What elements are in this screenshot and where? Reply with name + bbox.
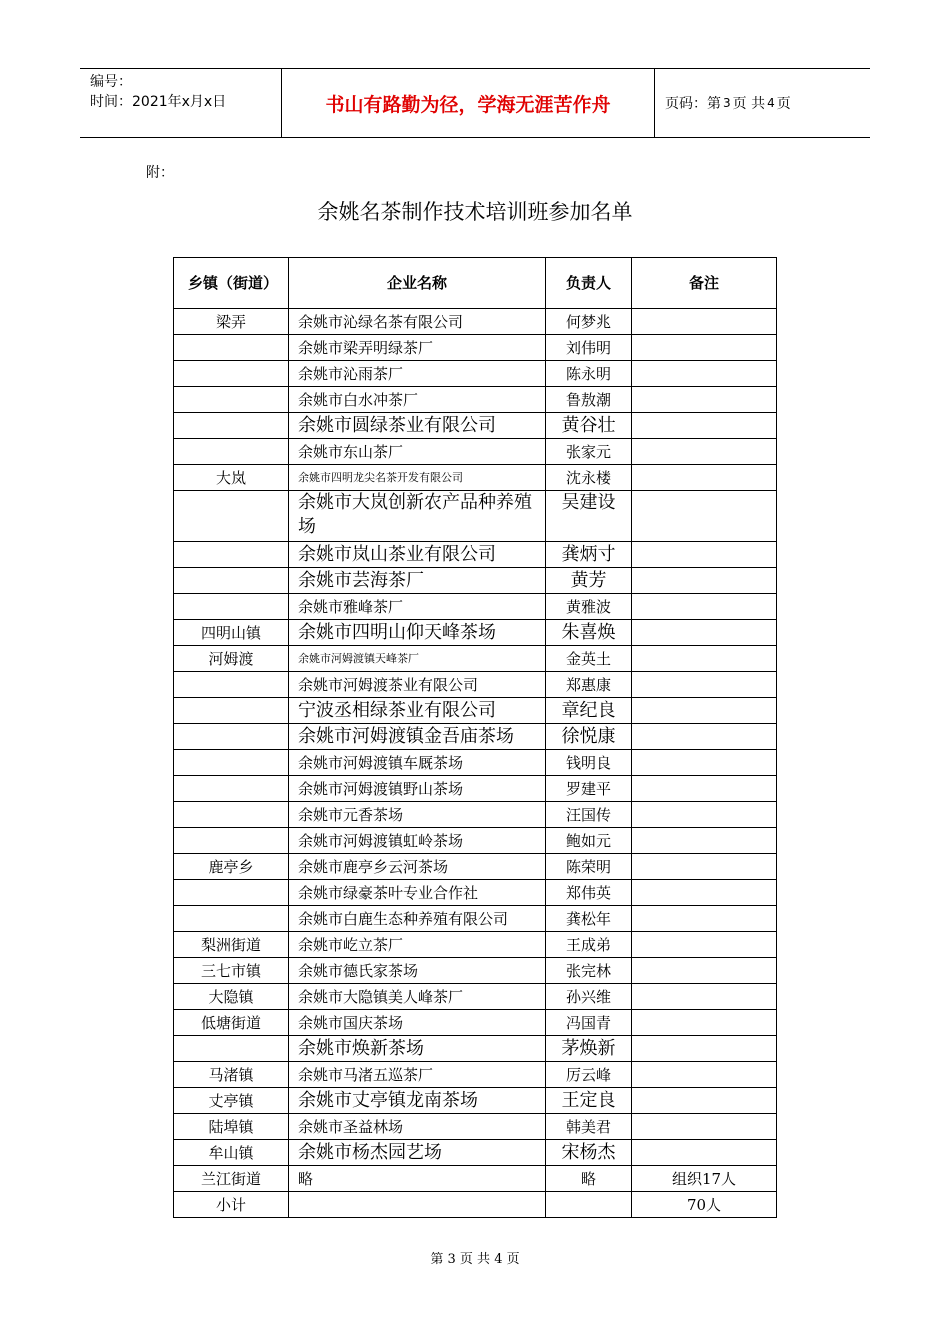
cell-town (174, 828, 289, 854)
table-row (174, 828, 777, 854)
table-row (174, 802, 777, 828)
cell-town: 低塘街道 (174, 1010, 289, 1036)
cell-note (632, 698, 777, 724)
table-row (174, 750, 777, 776)
footer-suffix: 页 (506, 1252, 520, 1267)
cell-company: 余姚市河姆渡镇野山茶场 (289, 776, 546, 802)
cell-note (632, 309, 777, 335)
table-row (174, 568, 777, 594)
cell-person: 金英土 (546, 646, 632, 672)
cell-town (174, 361, 289, 387)
col-header-company: 企业名称 (289, 258, 546, 309)
table-row (174, 309, 777, 335)
cell-person: 龚炳寸 (546, 542, 632, 568)
cell-company: 余姚市元香茶场 (289, 802, 546, 828)
cell-person: 钱明良 (546, 750, 632, 776)
cell-company: 余姚市白鹿生态种养殖有限公司 (289, 906, 546, 932)
cell-note (632, 880, 777, 906)
cell-note (632, 1010, 777, 1036)
table-row (174, 387, 777, 413)
cell-note (632, 491, 777, 542)
page-mid: 页 共 (732, 96, 766, 112)
footer-prefix: 第 (430, 1252, 444, 1267)
cell-person: 吴建设 (546, 491, 632, 542)
cell-company (289, 1192, 546, 1218)
cell-town: 大岚 (174, 465, 289, 491)
footer-current: 3 (447, 1252, 456, 1267)
cell-town: 牟山镇 (174, 1140, 289, 1166)
table-row (174, 698, 777, 724)
header-meta (80, 69, 281, 137)
cell-note: 组织17人 (632, 1166, 777, 1192)
cell-person: 张完林 (546, 958, 632, 984)
page-header (80, 68, 870, 138)
cell-person: 沈永楼 (546, 465, 632, 491)
cell-person: 黄谷壮 (546, 413, 632, 439)
cell-person: 汪国传 (546, 802, 632, 828)
table-row (174, 361, 777, 387)
cell-note (632, 594, 777, 620)
roster-body (174, 309, 777, 1218)
cell-company: 余姚市河姆渡镇天峰茶厂 (289, 646, 546, 672)
cell-person: 龚松年 (546, 906, 632, 932)
table-row (174, 465, 777, 491)
cell-note (632, 620, 777, 646)
cell-town (174, 335, 289, 361)
cell-note (632, 568, 777, 594)
table-row (174, 776, 777, 802)
table-row (174, 1114, 777, 1140)
cell-note (632, 984, 777, 1010)
table-row (174, 1062, 777, 1088)
table-row (174, 1088, 777, 1114)
cell-note (632, 542, 777, 568)
cell-company: 余姚市杨杰园艺场 (289, 1140, 546, 1166)
table-row (174, 1166, 777, 1192)
cell-town: 梨洲街道 (174, 932, 289, 958)
cell-note (632, 750, 777, 776)
cell-company: 余姚市河姆渡镇车厩茶场 (289, 750, 546, 776)
cell-town (174, 750, 289, 776)
table-row (174, 542, 777, 568)
cell-company: 余姚市梁弄明绿茶厂 (289, 335, 546, 361)
cell-person: 陈荣明 (546, 854, 632, 880)
cell-note (632, 1114, 777, 1140)
cell-person: 徐悦康 (546, 724, 632, 750)
page-total: 4 (767, 96, 775, 110)
cell-town: 兰江街道 (174, 1166, 289, 1192)
cell-note (632, 854, 777, 880)
cell-company: 余姚市沁绿名茶有限公司 (289, 309, 546, 335)
table-row (174, 646, 777, 672)
cell-town (174, 387, 289, 413)
cell-person: 郑伟英 (546, 880, 632, 906)
cell-company: 余姚市鹿亭乡云河茶场 (289, 854, 546, 880)
cell-note (632, 828, 777, 854)
table-row (174, 620, 777, 646)
cell-town: 河姆渡 (174, 646, 289, 672)
cell-town: 丈亭镇 (174, 1088, 289, 1114)
page-title: 余姚名茶制作技术培训班参加名单 (317, 200, 633, 224)
cell-company: 余姚市四明龙尖名茶开发有限公司 (289, 465, 546, 491)
table-row (174, 1010, 777, 1036)
footer-total: 4 (494, 1252, 503, 1267)
cell-company: 余姚市焕新茶场 (289, 1036, 546, 1062)
cell-note (632, 361, 777, 387)
cell-town (174, 491, 289, 542)
cell-person: 陈永明 (546, 361, 632, 387)
cell-note (632, 1140, 777, 1166)
cell-note (632, 958, 777, 984)
cell-person: 孙兴维 (546, 984, 632, 1010)
cell-town (174, 413, 289, 439)
cell-company: 略 (289, 1166, 546, 1192)
table-row (174, 880, 777, 906)
cell-company: 余姚市河姆渡镇虹岭茶场 (289, 828, 546, 854)
cell-person: 韩美君 (546, 1114, 632, 1140)
cell-town: 四明山镇 (174, 620, 289, 646)
cell-person: 厉云峰 (546, 1062, 632, 1088)
cell-person: 罗建平 (546, 776, 632, 802)
cell-company: 宁波丞相绿茶业有限公司 (289, 698, 546, 724)
cell-town: 马渚镇 (174, 1062, 289, 1088)
cell-note: 70人 (632, 1192, 777, 1218)
table-row (174, 854, 777, 880)
col-header-town: 乡镇（街道） (174, 258, 289, 309)
table-row (174, 958, 777, 984)
attachment-label: 附： (146, 165, 174, 181)
cell-note (632, 439, 777, 465)
cell-person: 鲁敖潮 (546, 387, 632, 413)
table-row (174, 1192, 777, 1218)
table-row (174, 932, 777, 958)
col-header-person: 负责人 (546, 258, 632, 309)
page-prefix: 页码：第 (665, 96, 721, 112)
table-row (174, 594, 777, 620)
table-row (174, 491, 777, 542)
time-label: 时间：2021年x月x日 (90, 94, 227, 110)
cell-town (174, 439, 289, 465)
cell-note (632, 1036, 777, 1062)
cell-person: 张家元 (546, 439, 632, 465)
cell-company: 余姚市德氏家茶场 (289, 958, 546, 984)
cell-note (632, 1062, 777, 1088)
cell-town (174, 1036, 289, 1062)
cell-town: 陆埠镇 (174, 1114, 289, 1140)
cell-town: 大隐镇 (174, 984, 289, 1010)
table-row (174, 1036, 777, 1062)
cell-note (632, 387, 777, 413)
cell-company: 余姚市丈亭镇龙南茶场 (289, 1088, 546, 1114)
header-motto (281, 69, 655, 137)
cell-note (632, 724, 777, 750)
code-label: 编号： (90, 74, 132, 90)
header-page-number (655, 69, 870, 137)
cell-note (632, 906, 777, 932)
page-footer (0, 1248, 950, 1267)
cell-note (632, 932, 777, 958)
cell-town: 小计 (174, 1192, 289, 1218)
roster-table (173, 257, 777, 1218)
cell-town (174, 880, 289, 906)
motto-text: 书山有路勤为径，学海无涯苦作舟 (325, 93, 611, 116)
cell-town: 鹿亭乡 (174, 854, 289, 880)
cell-town (174, 568, 289, 594)
table-row (174, 439, 777, 465)
cell-note (632, 776, 777, 802)
cell-note (632, 802, 777, 828)
cell-town (174, 776, 289, 802)
cell-town (174, 724, 289, 750)
cell-town (174, 906, 289, 932)
footer-mid: 页 共 (459, 1252, 491, 1267)
cell-note (632, 335, 777, 361)
cell-company: 余姚市圣益林场 (289, 1114, 546, 1140)
cell-company: 余姚市河姆渡茶业有限公司 (289, 672, 546, 698)
cell-person: 黄芳 (546, 568, 632, 594)
cell-town (174, 542, 289, 568)
cell-person: 朱喜焕 (546, 620, 632, 646)
table-row (174, 413, 777, 439)
cell-company: 余姚市东山茶厂 (289, 439, 546, 465)
table-row (174, 724, 777, 750)
cell-person: 鲍如元 (546, 828, 632, 854)
cell-company: 余姚市河姆渡镇金吾庙茶场 (289, 724, 546, 750)
cell-person: 略 (546, 1166, 632, 1192)
cell-company: 余姚市雅峰茶厂 (289, 594, 546, 620)
cell-company: 余姚市大隐镇美人峰茶厂 (289, 984, 546, 1010)
cell-person: 宋杨杰 (546, 1140, 632, 1166)
cell-company: 余姚市屹立茶厂 (289, 932, 546, 958)
cell-company: 余姚市白水冲茶厂 (289, 387, 546, 413)
cell-person: 冯国青 (546, 1010, 632, 1036)
cell-person: 刘伟明 (546, 335, 632, 361)
cell-town (174, 802, 289, 828)
cell-person: 章纪良 (546, 698, 632, 724)
table-row (174, 335, 777, 361)
cell-town (174, 594, 289, 620)
cell-note (632, 646, 777, 672)
cell-person: 王成弟 (546, 932, 632, 958)
cell-town: 梁弄 (174, 309, 289, 335)
cell-person: 黄雅波 (546, 594, 632, 620)
cell-note (632, 413, 777, 439)
cell-company: 余姚市国庆茶场 (289, 1010, 546, 1036)
col-header-note: 备注 (632, 258, 777, 309)
cell-company: 余姚市大岚创新农产品种养殖场 (289, 491, 546, 542)
page-current: 3 (723, 96, 731, 110)
cell-person: 王定良 (546, 1088, 632, 1114)
cell-note (632, 1088, 777, 1114)
table-row (174, 984, 777, 1010)
cell-company: 余姚市马渚五巡茶厂 (289, 1062, 546, 1088)
cell-person: 何梦兆 (546, 309, 632, 335)
cell-company: 余姚市芸海茶厂 (289, 568, 546, 594)
table-header-row (174, 258, 777, 309)
cell-town (174, 698, 289, 724)
cell-town (174, 672, 289, 698)
cell-company: 余姚市绿豪茶叶专业合作社 (289, 880, 546, 906)
page-suffix: 页 (776, 96, 791, 112)
cell-person: 茅焕新 (546, 1036, 632, 1062)
cell-company: 余姚市岚山茶业有限公司 (289, 542, 546, 568)
cell-company: 余姚市四明山仰天峰茶场 (289, 620, 546, 646)
cell-company: 余姚市圆绿茶业有限公司 (289, 413, 546, 439)
cell-note (632, 672, 777, 698)
cell-company: 余姚市沁雨茶厂 (289, 361, 546, 387)
cell-person: 郑惠康 (546, 672, 632, 698)
cell-note (632, 465, 777, 491)
cell-person (546, 1192, 632, 1218)
table-row (174, 672, 777, 698)
cell-town: 三七市镇 (174, 958, 289, 984)
table-row (174, 1140, 777, 1166)
table-row (174, 906, 777, 932)
